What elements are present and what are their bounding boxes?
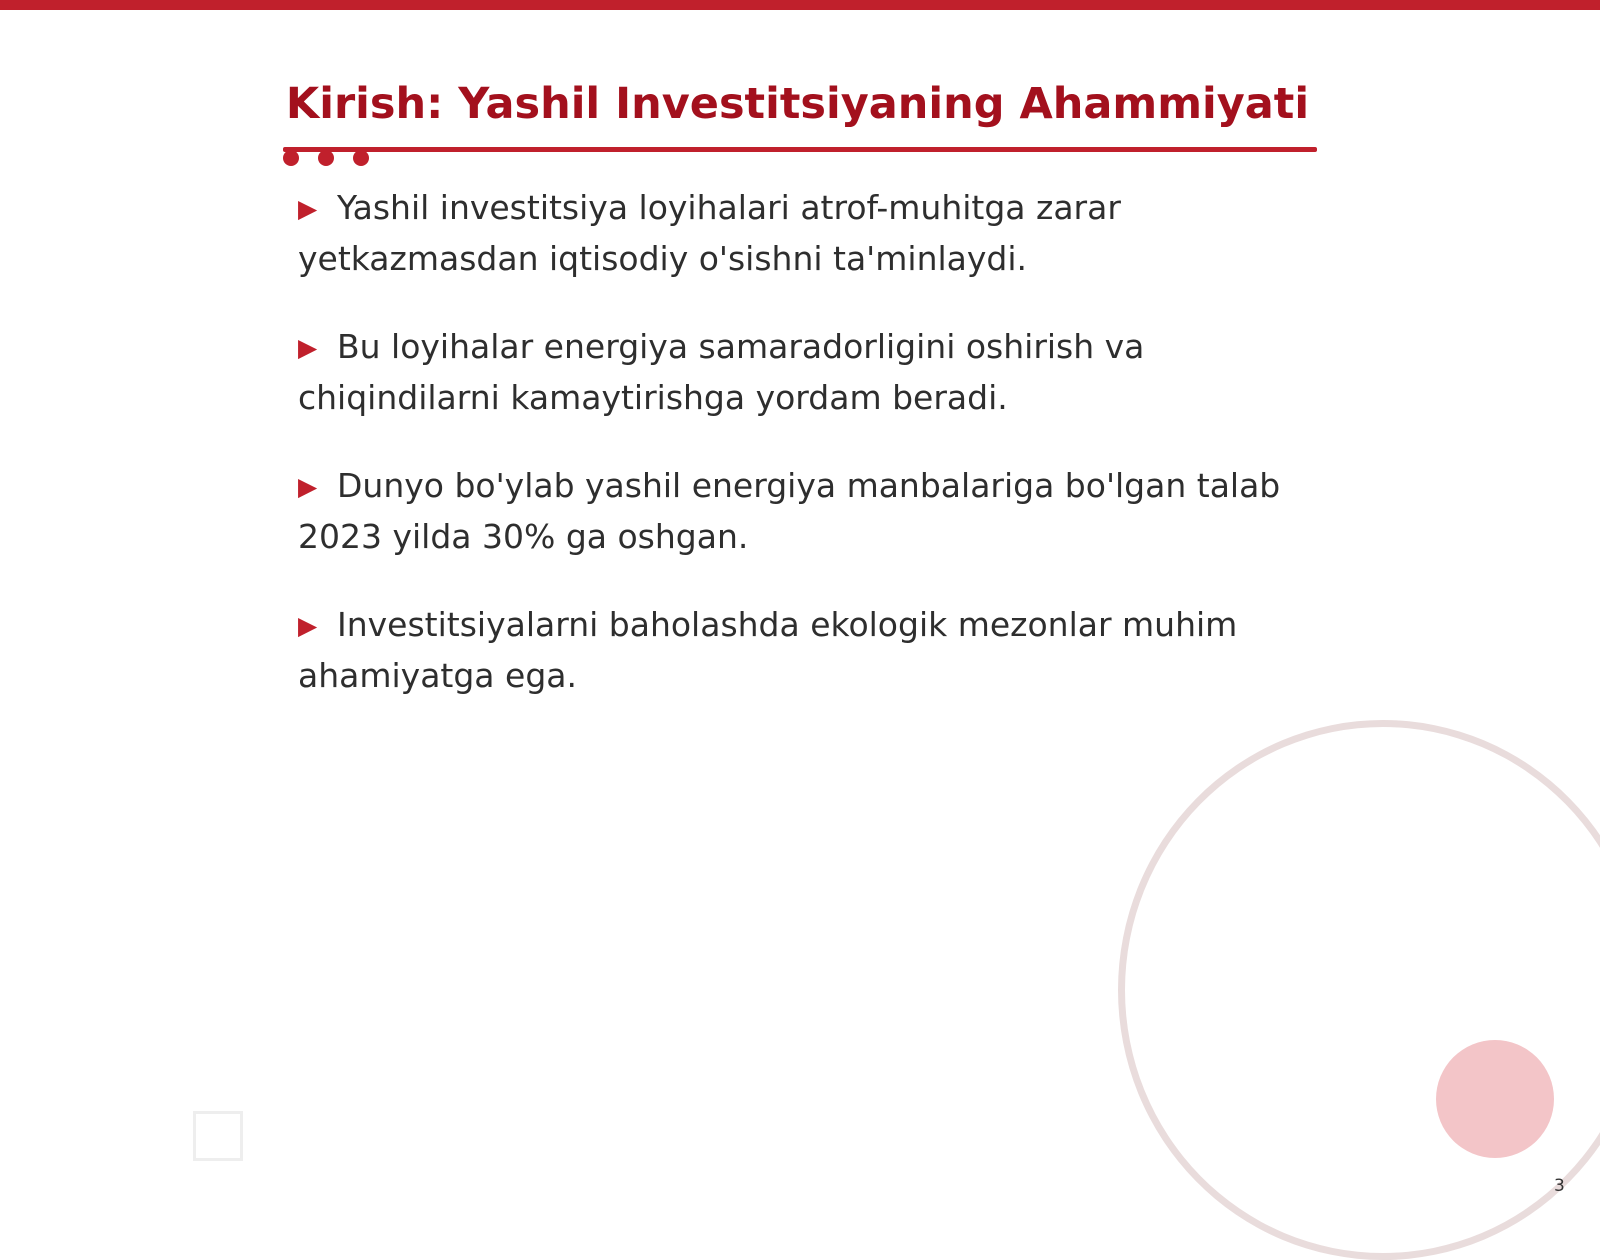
decorative-ring (1118, 720, 1600, 1260)
bullet-text-2: Bu loyihalar energiya samaradorligini oshirish va chiqindilarni kamaytirishga yordam beradi. (298, 327, 1145, 417)
bullet-text-1: Yashil investitsiya loyihalari atrof-muhitga zarar yetkazmasdan iqtisodiy o'sishni ta'minlaydi. (298, 188, 1121, 278)
title-underline (283, 147, 1317, 152)
bullet-item-4 (298, 600, 1288, 701)
bullet-text-3: Dunyo bo'ylab yashil energiya manbalariga bo'lgan talab 2023 yilda 30% ga oshgan. (298, 466, 1281, 556)
decorative-dot-2 (318, 150, 334, 166)
bullet-text-4: Investitsiyalarni baholashda ekologik mezonlar muhim ahamiyatga ega. (298, 605, 1238, 695)
page-number: 3 (1554, 1176, 1565, 1196)
decorative-pink-circle (1436, 1040, 1554, 1158)
bullet-item-2 (298, 322, 1288, 423)
slide-title: Kirish: Yashil Investitsiyaning Ahammiyati (285, 79, 1310, 129)
arrow-bullet-icon: ▶ (298, 472, 318, 501)
arrow-bullet-icon: ▶ (298, 611, 318, 640)
bullet-list (298, 183, 1288, 739)
top-accent-bar (0, 0, 1600, 10)
bullet-item-1 (298, 183, 1288, 284)
arrow-bullet-icon: ▶ (298, 194, 318, 223)
decorative-dot-3 (353, 150, 369, 166)
decorative-square (193, 1111, 243, 1161)
bullet-item-3 (298, 461, 1288, 562)
arrow-bullet-icon: ▶ (298, 333, 318, 362)
decorative-dot-1 (283, 150, 299, 166)
